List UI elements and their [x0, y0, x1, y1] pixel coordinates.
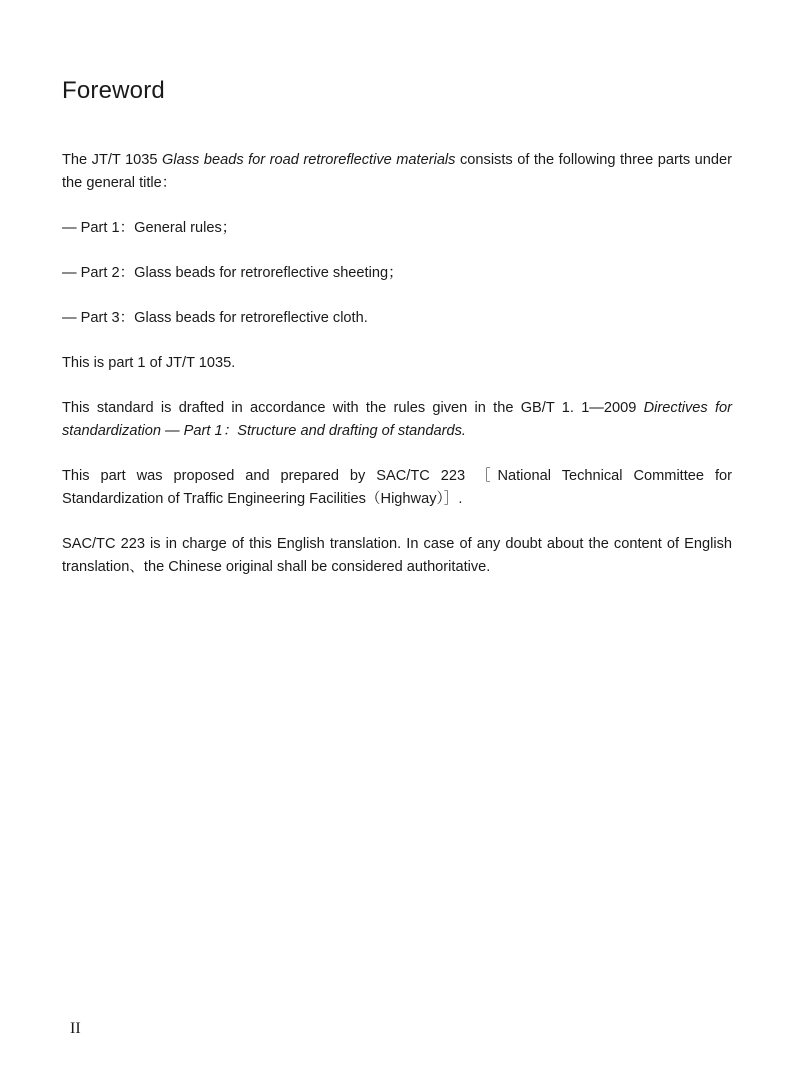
part-1-item: — Part 1：General rules；	[62, 220, 237, 236]
page-number: II	[70, 1020, 81, 1037]
translation-paragraph: SAC/TC 223 is in charge of this English translation. In case of any doubt about the content of English translation、the Chinese original shall be considered authoritative.	[62, 536, 732, 575]
drafting-text-before: This standard is drafted in accordance with the rules given in the GB/T 1. 1—2009	[62, 400, 644, 416]
drafting-directive-italic: Directives for standardization — Part 1：Structure and drafting of standards.	[62, 400, 732, 439]
part-3-item: — Part 3：Glass beads for retroreflective cloth.	[62, 310, 368, 326]
page-title: Foreword	[62, 77, 165, 104]
intro-title-italic: Glass beads for road retroreflective materials	[162, 152, 456, 168]
proposal-paragraph: This part was proposed and prepared by SAC/TC 223 ［National Technical Committee for Standardization of Traffic Engineering Facilities（Highway）］.	[62, 468, 732, 507]
drafting-paragraph	[62, 397, 732, 443]
intro-text-after: consists of the following three parts under the general title：	[62, 152, 732, 191]
part-2-item: — Part 2：Glass beads for retroreflective sheeting；	[62, 265, 403, 281]
part-statement: This is part 1 of JT/T 1035.	[62, 355, 236, 371]
intro-paragraph	[62, 149, 732, 195]
foreword-body	[62, 149, 732, 601]
intro-text-before: The JT/T 1035	[62, 152, 163, 168]
